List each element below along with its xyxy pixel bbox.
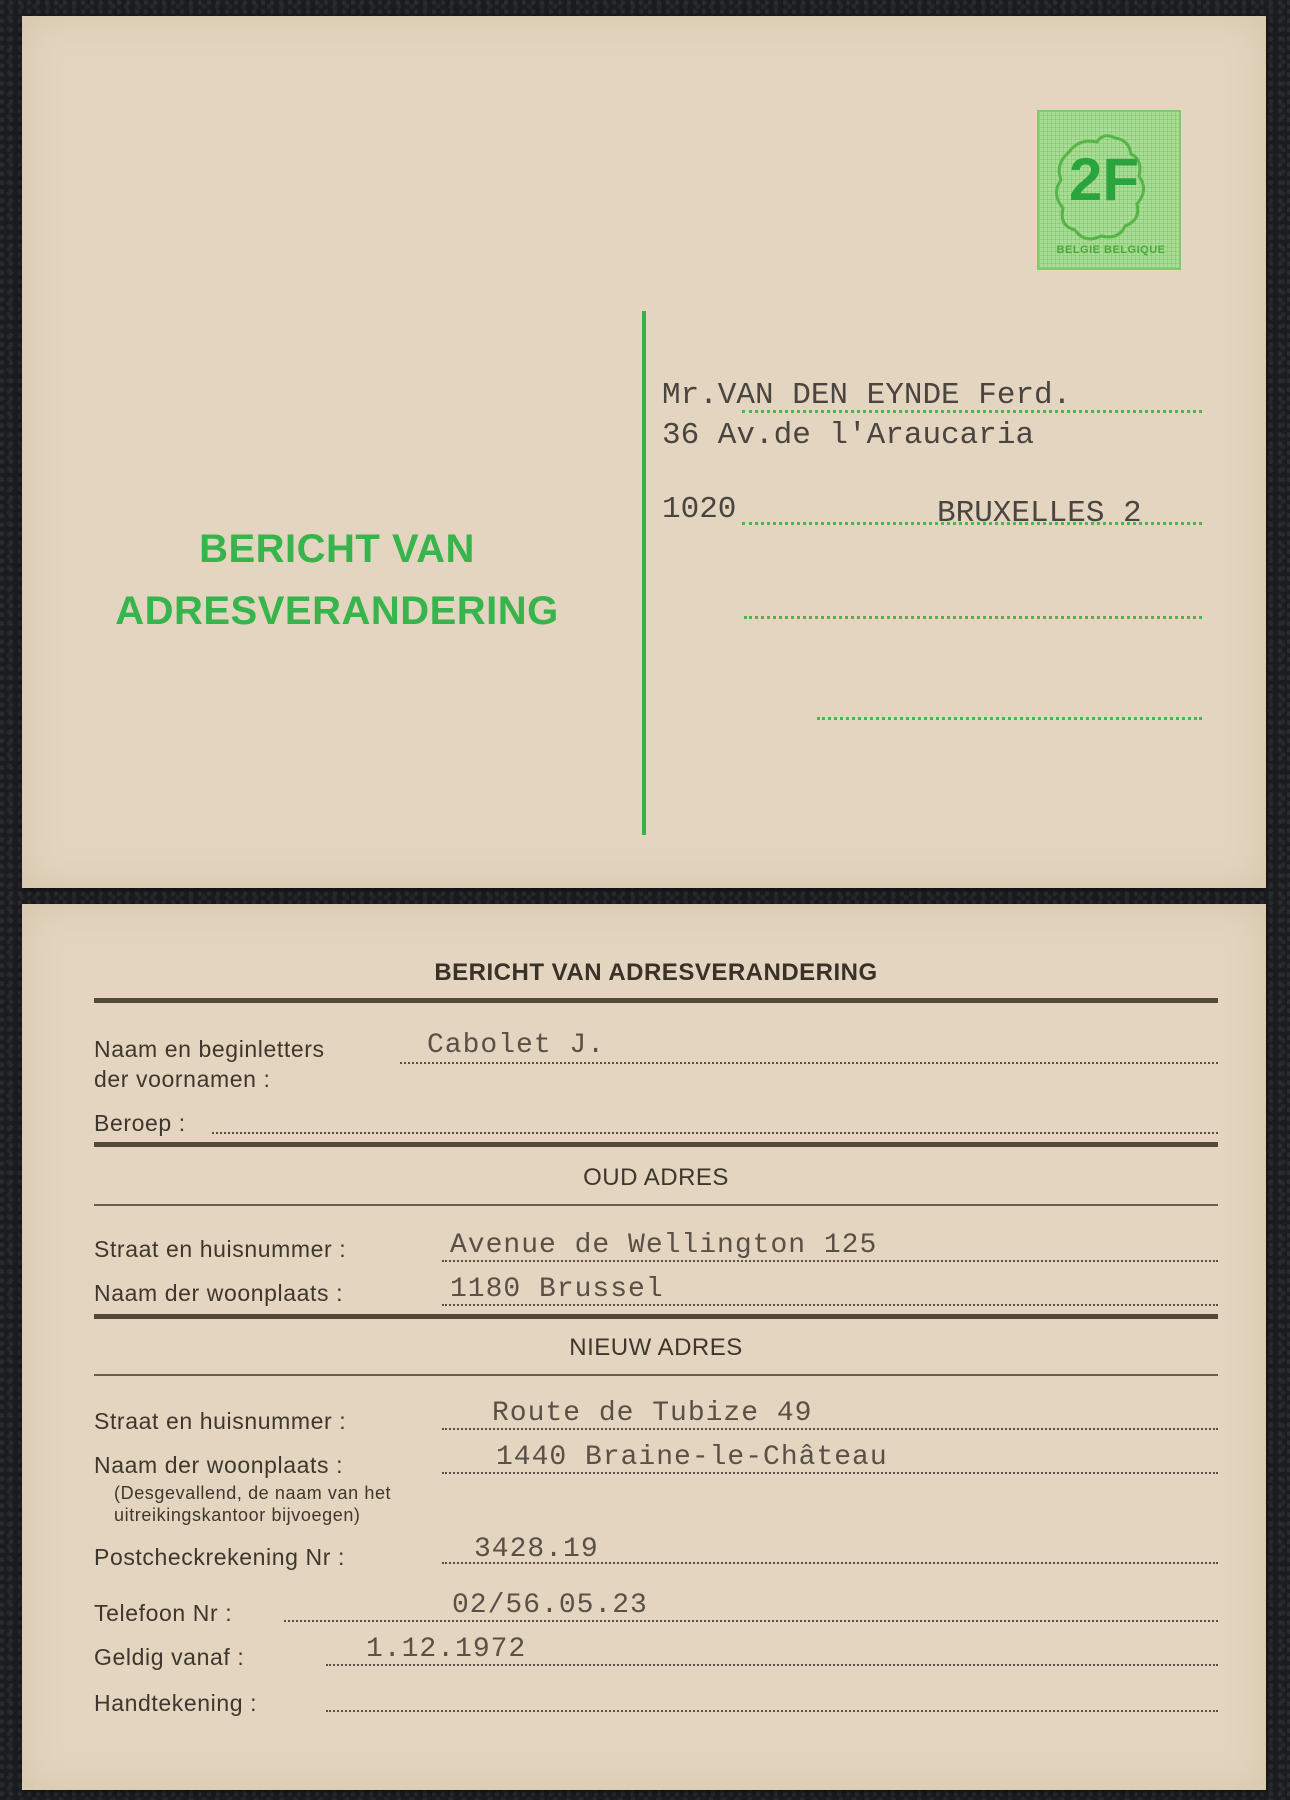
address-line-2: 36 Av.de l'Araucaria bbox=[662, 418, 1035, 453]
name-label-line-2: der voornamen : bbox=[94, 1066, 271, 1092]
address-line-1: Mr.VAN DEN EYNDE Ferd. bbox=[662, 378, 1072, 413]
beroep-dotted-line bbox=[212, 1132, 1218, 1134]
postcard-front bbox=[22, 16, 1266, 888]
old-city-label: Naam der woonplaats : bbox=[94, 1280, 344, 1306]
address-dotted-line-3 bbox=[742, 522, 1202, 525]
oud-adres-rule bbox=[94, 1142, 1218, 1147]
new-street-dotted-line bbox=[442, 1428, 1218, 1430]
old-street-label: Straat en huisnummer : bbox=[94, 1236, 347, 1262]
address-dotted-line-1 bbox=[742, 410, 1202, 413]
stamp-value: 2F bbox=[1069, 146, 1140, 213]
address-city: BRUXELLES 2 bbox=[937, 496, 1142, 531]
nieuw-adres-thin-line bbox=[94, 1374, 1218, 1376]
note-line-1: (Desgevallend, de naam van het bbox=[114, 1483, 392, 1503]
phone-value: 02/56.05.23 bbox=[452, 1590, 648, 1621]
back-title: BERICHT VAN ADRESVERANDERING bbox=[434, 959, 878, 986]
new-city-dotted-line bbox=[442, 1472, 1218, 1474]
new-street-label: Straat en huisnummer : bbox=[94, 1408, 347, 1434]
signature-label: Handtekening : bbox=[94, 1690, 258, 1716]
front-title bbox=[62, 518, 612, 642]
oud-adres-heading: OUD ADRES bbox=[583, 1164, 729, 1191]
front-title-line-2: ADRESVERANDERING bbox=[115, 589, 559, 633]
postage-stamp bbox=[1037, 110, 1181, 270]
address-dotted-line-4 bbox=[744, 616, 1202, 619]
signature-dotted-line bbox=[326, 1710, 1218, 1712]
postcheck-dotted-line bbox=[442, 1562, 1218, 1564]
beroep-label: Beroep : bbox=[94, 1110, 186, 1136]
valid-from-dotted-line bbox=[326, 1664, 1218, 1666]
note-line-2: uitreikingskantoor bijvoegen) bbox=[114, 1505, 361, 1525]
name-value: Cabolet J. bbox=[427, 1030, 606, 1061]
front-title-line-1: BERICHT VAN bbox=[199, 527, 475, 571]
address-dotted-line-5 bbox=[817, 717, 1202, 720]
name-dotted-line bbox=[400, 1062, 1218, 1064]
oud-adres-thin-line bbox=[94, 1204, 1218, 1206]
old-street-dotted-line bbox=[442, 1260, 1218, 1262]
postcheck-label: Postcheckrekening Nr : bbox=[94, 1544, 345, 1570]
old-street-value: Avenue de Wellington 125 bbox=[450, 1230, 878, 1261]
new-city-value: 1440 Braine-le-Château bbox=[496, 1442, 888, 1473]
postcard-back bbox=[22, 904, 1266, 1790]
phone-label: Telefoon Nr : bbox=[94, 1600, 233, 1626]
address-divider bbox=[642, 311, 646, 835]
old-city-value: 1180 Brussel bbox=[450, 1274, 664, 1305]
old-city-dotted-line bbox=[442, 1304, 1218, 1306]
stamp-country: BELGIE BELGIQUE bbox=[1056, 244, 1166, 256]
address-postcode: 1020 bbox=[662, 492, 737, 527]
valid-from-value: 1.12.1972 bbox=[366, 1634, 527, 1665]
valid-from-label: Geldig vanaf : bbox=[94, 1644, 245, 1670]
nieuw-adres-rule bbox=[94, 1314, 1218, 1319]
name-label-line-1: Naam en beginletters bbox=[94, 1036, 325, 1062]
phone-dotted-line bbox=[284, 1620, 1218, 1622]
new-street-value: Route de Tubize 49 bbox=[492, 1398, 813, 1429]
postcheck-value: 3428.19 bbox=[474, 1534, 599, 1565]
title-rule bbox=[94, 998, 1218, 1003]
nieuw-adres-heading: NIEUW ADRES bbox=[569, 1334, 743, 1361]
new-city-label: Naam der woonplaats : bbox=[94, 1452, 344, 1478]
